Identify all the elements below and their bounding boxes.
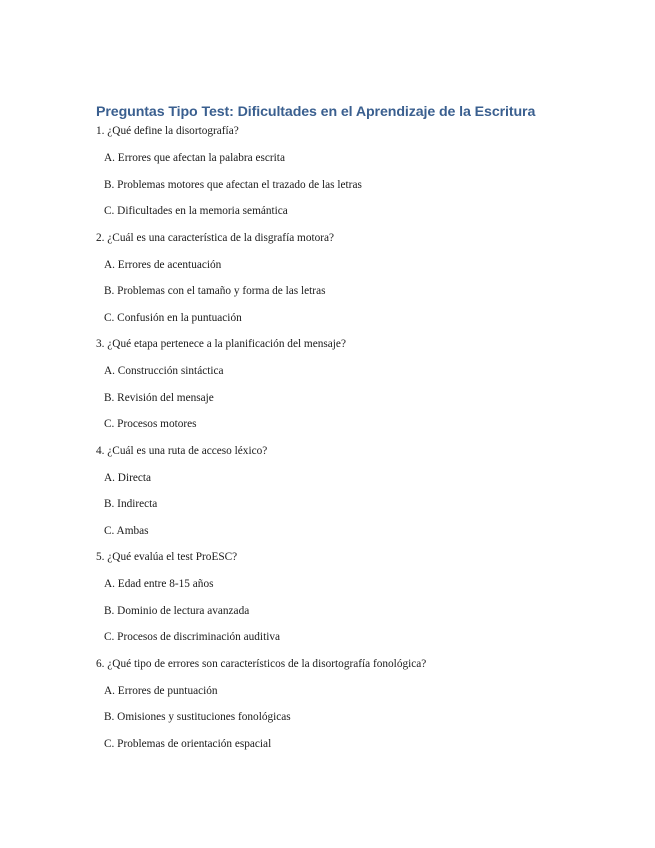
question-1: 1. ¿Qué define la disortografía? [96,125,239,137]
question-2-option-c: C. Confusión en la puntuación [104,311,242,324]
question-3: 3. ¿Qué etapa pertenece a la planificación del mensaje? [96,338,346,350]
question-6-option-b: B. Omisiones y sustituciones fonológicas [104,711,291,723]
question-3-option-a: A. Construcción sintáctica [104,365,224,377]
document-title: Preguntas Tipo Test: Dificultades en el Aprendizaje de la Escritura [96,104,536,120]
question-6-option-c: C. Problemas de orientación espacial [104,737,272,750]
question-block-2 [96,231,616,325]
question-2: 2. ¿Cuál es una característica de la disgrafía motora? [96,231,335,244]
question-1-option-b: B. Problemas motores que afectan el trazado de las letras [104,178,362,191]
question-3-option-c: C. Procesos motores [104,418,197,430]
question-block-6 [96,657,616,751]
question-block-3 [96,337,616,431]
question-block-1 [96,124,616,218]
question-4-option-c: C. Ambas [104,524,149,537]
question-5: 5. ¿Qué evalúa el test ProESC? [96,551,238,563]
question-block-5 [96,550,616,644]
question-2-option-b: B. Problemas con el tamaño y forma de las letras [104,285,326,297]
document-page [96,102,616,751]
question-3-option-b: B. Revisión del mensaje [104,391,214,404]
question-5-option-b: B. Dominio de lectura avanzada [104,604,250,617]
question-2-option-a: A. Errores de acentuación [104,258,222,271]
question-5-option-c: C. Procesos de discriminación auditiva [104,631,281,643]
question-4-option-b: B. Indirecta [104,498,158,510]
question-4-option-a: A. Directa [104,471,152,484]
question-1-option-a: A. Errores que afectan la palabra escrita [104,152,285,164]
question-6-option-a: A. Errores de puntuación [104,684,218,697]
question-block-4 [96,444,616,538]
question-5-option-a: A. Edad entre 8-15 años [104,578,214,590]
question-6: 6. ¿Qué tipo de errores son característicos de la disortografía fonológica? [96,657,427,670]
question-4: 4. ¿Cuál es una ruta de acceso léxico? [96,444,268,457]
question-1-option-c: C. Dificultades en la memoria semántica [104,205,288,217]
